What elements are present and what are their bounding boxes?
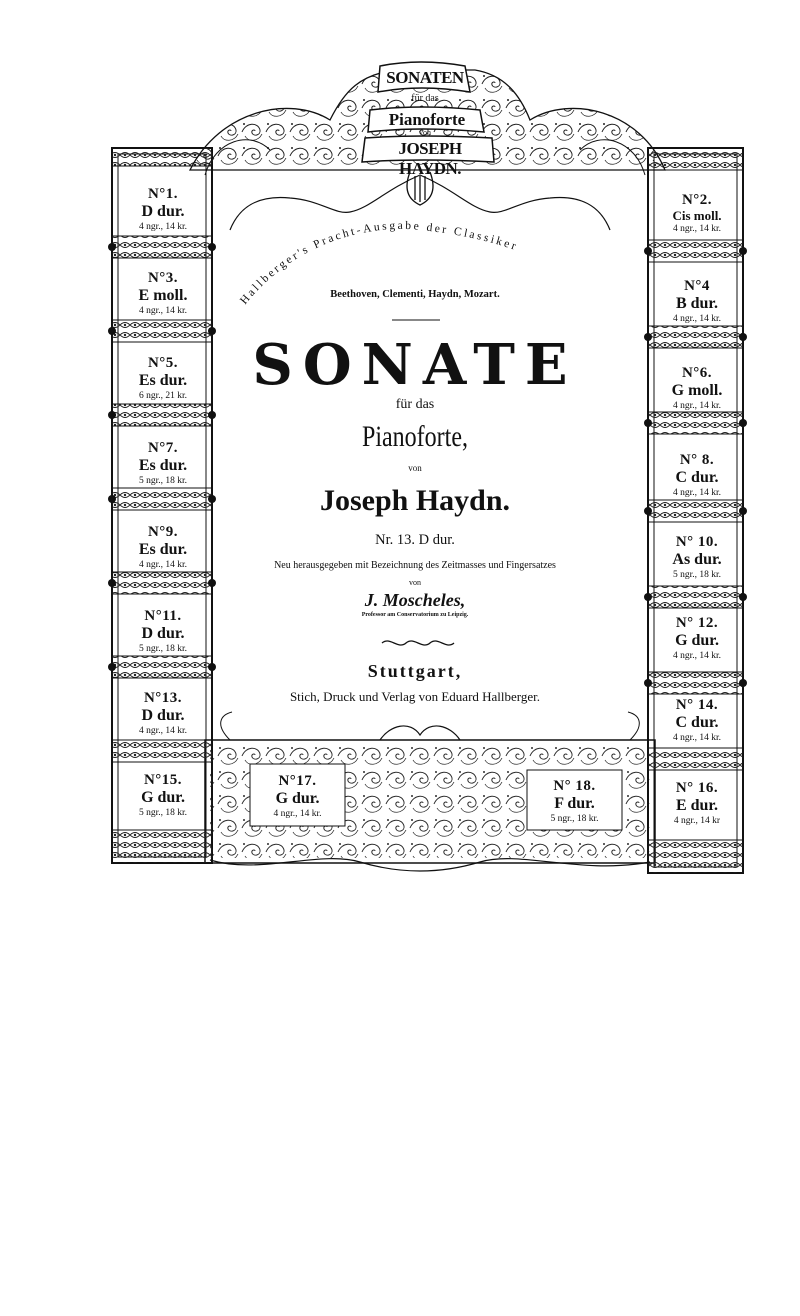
sonata-number-label: N° 12. [675,615,719,631]
banner-von: von [419,128,431,137]
sonata-price-label: 5 ngr., 18 kr. [138,475,188,486]
sonata-price-label: 5 ngr., 18 kr. [550,813,599,824]
sonata-price-label: 4 ngr., 14 kr. [672,400,722,411]
sonata-price-label: 5 ngr., 18 kr. [138,807,188,818]
sonata-label-5 [120,355,206,402]
sonata-price-label: 4 ngr., 14 kr. [672,732,722,743]
banner-fur: für das [411,93,439,104]
sonata-number-label: N°4 [684,278,710,294]
editor-line: Neu herausgegeben mit Bezeichnung des Zeitmasses und Fingersatzes [274,560,556,571]
sonata-key-label: E dur. [675,797,719,815]
sonata-price-label: 6 ngr., 21 kr. [138,390,188,401]
sonata-number-label: N° 18. [553,778,596,794]
sonata-price-label: 4 ngr., 14 kr. [672,487,722,498]
sonata-key-label: As dur. [672,551,722,569]
publisher-series: Hallberger's Pracht-Ausgabe der Classiker [238,219,520,307]
sonata-price-label: 4 ngr., 14 kr. [672,650,722,661]
sonata-number-label: N°9. [147,524,179,540]
sonata-label-16 [656,780,738,827]
sonata-key-label: Es dur. [138,541,188,559]
sonata-price-label: 5 ngr., 18 kr. [138,643,188,654]
page-title: SONATE [252,332,578,398]
sonata-price-label: 4 ngr., 14 kr. [138,221,188,232]
sonata-label-9 [120,524,206,571]
sonata-key-label: C dur. [675,714,719,732]
sonata-label-11 [120,608,206,655]
sonata-key-label: E moll. [138,287,188,305]
sonata-label-7 [120,440,206,487]
imprint: Stich, Druck und Verlag von Eduard Hallberger. [289,689,541,704]
sonata-key-label: F dur. [554,795,595,813]
sonata-number-label: N° 16. [675,780,719,796]
sonata-label-10 [656,534,738,581]
sonata-number-label: N°1. [147,186,179,202]
sonata-key-label: C dur. [675,469,719,487]
sonata-label-1 [120,186,206,233]
sonata-number-label: N° 14. [675,697,719,713]
banner-instrument: Pianoforte [388,110,466,129]
sonata-price-label: 4 ngr., 14 kr. [273,808,322,819]
sonata-key-label: D dur. [141,203,185,221]
sonata-key-label: G dur. [675,632,719,650]
sonata-number-label: N°3. [147,270,179,286]
sonata-label-17 [250,773,345,820]
sonata-price-label: 4 ngr., 14 kr. [138,725,188,736]
instrument: Pianoforte, [362,420,468,453]
sonata-label-3 [120,270,206,317]
sonata-number-label: N°7. [147,440,179,456]
editor-name: J. Moscheles, [364,590,466,610]
fur-das: für das [395,397,435,412]
banner-composer: JOSEPH HAYDN. [398,139,462,178]
sonata-label-8 [656,452,738,499]
sonata-key-label: Es dur. [138,372,188,390]
sonata-number-label: N°13. [143,690,183,706]
composers-line: Beethoven, Clementi, Haydn, Mozart. [330,289,500,300]
sonata-key-label: Es dur. [138,457,188,475]
sonata-number-label: N°2. [681,192,713,208]
sonata-number-label: N°6. [681,365,713,381]
city: Stuttgart, [367,661,463,681]
sonata-key-label: B dur. [675,295,719,313]
sonata-number-label: N°5. [147,355,179,371]
sonata-key-label: G dur. [141,789,185,807]
sonata-label-2 [656,192,738,235]
von-label-2: von [409,578,421,587]
von-label: von [408,463,422,473]
sonata-price-label: 4 ngr., 14 kr. [672,224,722,235]
sonata-label-4 [656,278,738,325]
sonata-label-12 [656,615,738,662]
sonata-label-13 [120,690,206,737]
banner-title: SONATEN [386,68,464,87]
editor-title: Professor am Conservatorium zu Leipzig. [361,612,469,618]
sonata-price-label: 4 ngr., 14 kr. [672,313,722,324]
sonata-label-14 [656,697,738,744]
sonata-number-label: N°11. [144,608,182,624]
sonata-label-15 [120,772,206,819]
sonata-price-label: 4 ngr., 14 kr. [138,305,188,316]
sonata-key-label: D dur. [141,625,185,643]
sonata-key-label: G moll. [671,382,723,400]
sonata-number-label: N°17. [278,773,317,789]
sonata-price-label: 4 ngr., 14 kr. [138,559,188,570]
sonata-price-label: 4 ngr., 14 kr [673,815,721,826]
sonata-number-label: N° 8. [679,452,715,468]
sonata-key-label: Cis moll. [672,208,722,224]
composer-name: Joseph Haydn. [319,484,511,517]
sonata-price-label: 5 ngr., 18 kr. [672,569,722,580]
sonata-label-18 [527,778,622,825]
sonata-label-6 [656,365,738,412]
sonata-number-label: N°15. [143,772,183,788]
sonata-number: Nr. 13. D dur. [375,532,455,548]
sonata-key-label: D dur. [141,707,185,725]
sonata-number-label: N° 10. [675,534,719,550]
sonata-key-label: G dur. [275,790,320,808]
